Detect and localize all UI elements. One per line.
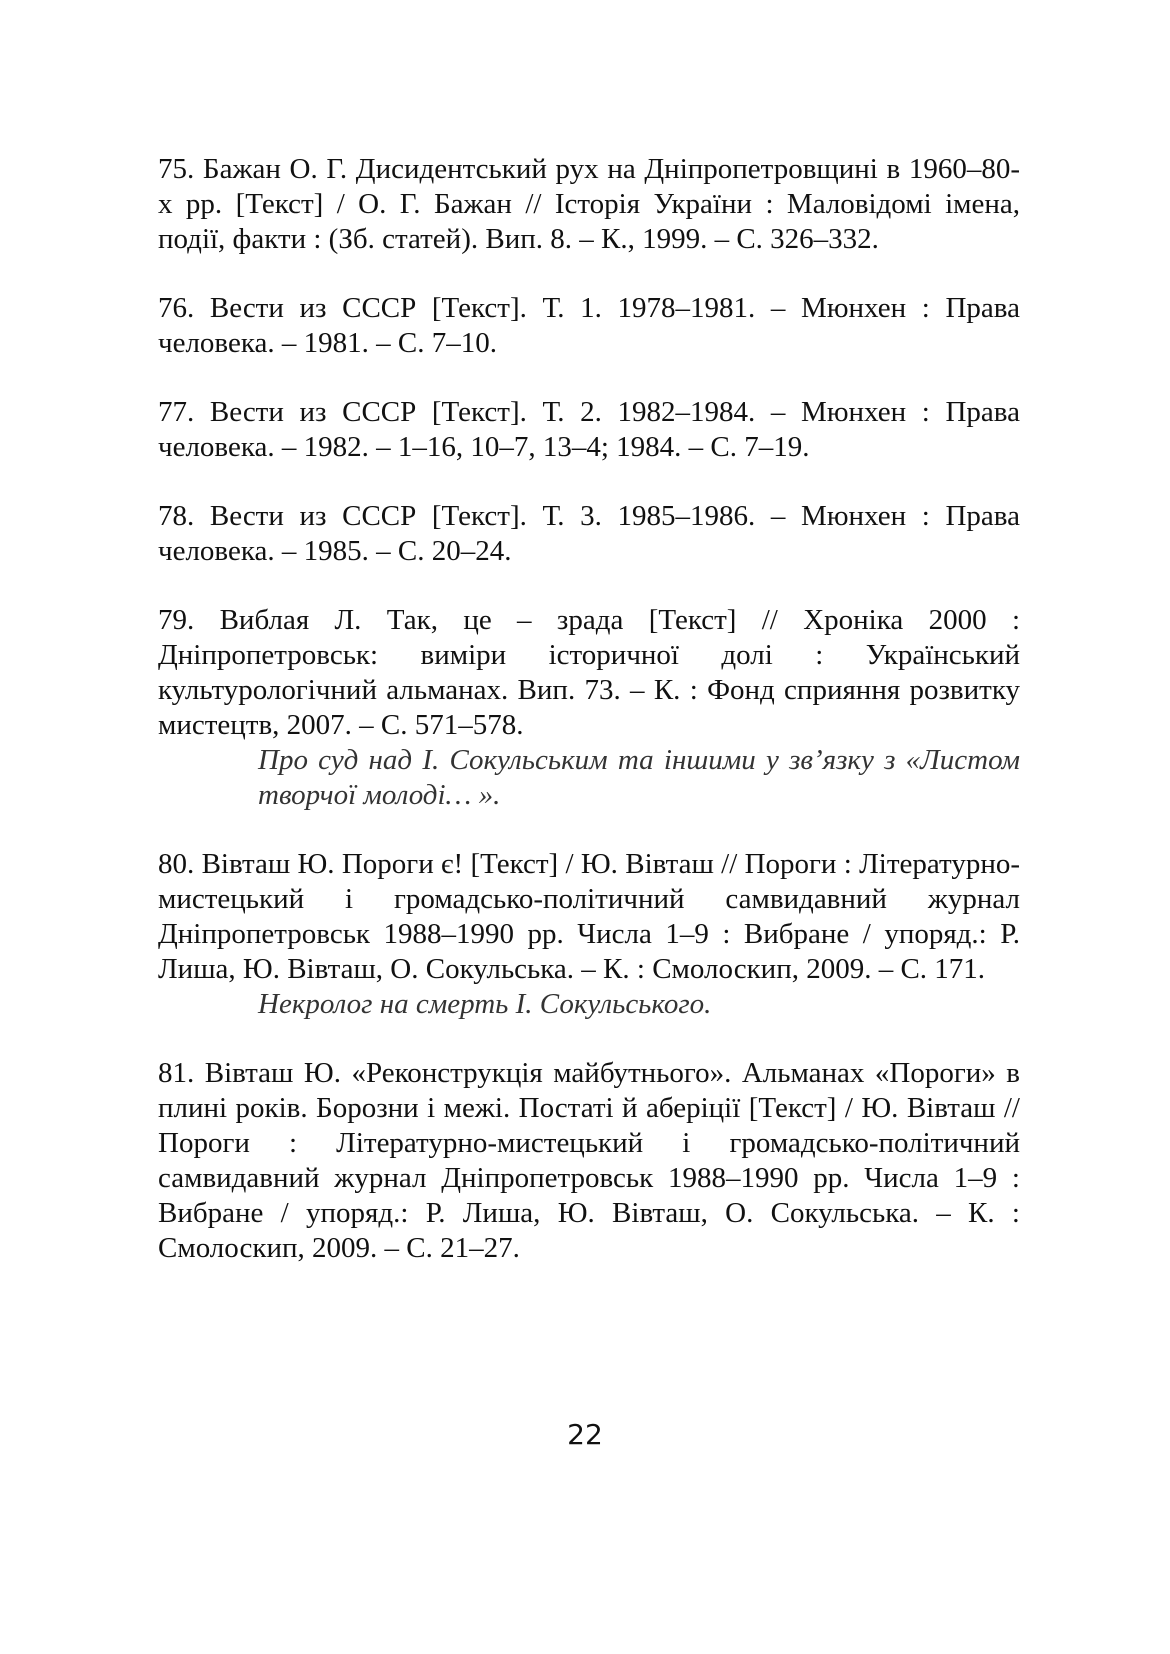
bibliography-list [158,152,1020,1300]
bibliography-entry-79 [158,603,1020,813]
bibliography-entry-75 [158,152,1020,257]
entry-text: 81. Вівташ Ю. «Реконструкція майбутнього». Альманах «Пороги» в плині років. Борозни і межі. Постаті й аберіції [Текст] / Ю. Вівташ // Пороги : Літературно-мистецький і громадсько-політичний самвидавний журнал Дніпропетровськ 1988–1990 рр. Числа 1–9 : Вибране / упоряд.: Р. Лиша, Ю. Вівташ, О. Сокульська. – К. : Смолоскип, 2009. – С. 21–27. [158,1057,1020,1264]
entry-text: 80. Вівташ Ю. Пороги є! [Текст] / Ю. Вівташ // Пороги : Літературно-мистецький і громадсько-політичний самвидавний журнал Дніпропетровськ 1988–1990 рр. Числа 1–9 : Вибране / упоряд.: Р. Лиша, Ю. Вівташ, О. Сокульська. – К. : Смолоскип, 2009. – С. 171. [158,848,1020,985]
entry-text: 78. Вести из СССР [Текст]. Т. 3. 1985–1986. – Мюнхен : Права человека. – 1985. – С. 20–24. [158,500,1020,567]
entry-text: 76. Вести из СССР [Текст]. Т. 1. 1978–1981. – Мюнхен : Права человека. – 1981. – С. 7–10. [158,292,1020,359]
entry-text: 75. Бажан О. Г. Дисидентський рух на Дніпропетровщині в 1960–80-х рр. [Текст] / О. Г. Бажан // Історія України : Маловідомі імена, події, факти : (Зб. статей). Вип. 8. – К., 1999. – С. 326–332. [158,153,1020,255]
bibliography-entry-81 [158,1056,1020,1266]
entry-text: 77. Вести из СССР [Текст]. Т. 2. 1982–1984. – Мюнхен : Права человека. – 1982. – 1–16, 10–7, 13–4; 1984. – С. 7–19. [158,396,1020,463]
page-number: 22 [567,1418,603,1451]
bibliography-entry-80 [158,847,1020,1022]
bibliography-entry-76 [158,291,1020,361]
entry-annotation: Некролог на смерть І. Сокульського. [258,988,712,1020]
bibliography-entry-78 [158,499,1020,569]
bibliography-entry-77 [158,395,1020,465]
entry-text: 79. Виблая Л. Так, це – зрада [Текст] // Хроніка 2000 : Дніпропетровськ: виміри історичної долі : Український культурологічний альманах. Вип. 73. – К. : Фонд сприяння розвитку мистецтв, 2007. – С. 571–578. [158,604,1020,741]
entry-annotation: Про суд над І. Сокульським та іншими у зв’язку з «Листом творчої молоді… ». [258,744,1020,811]
